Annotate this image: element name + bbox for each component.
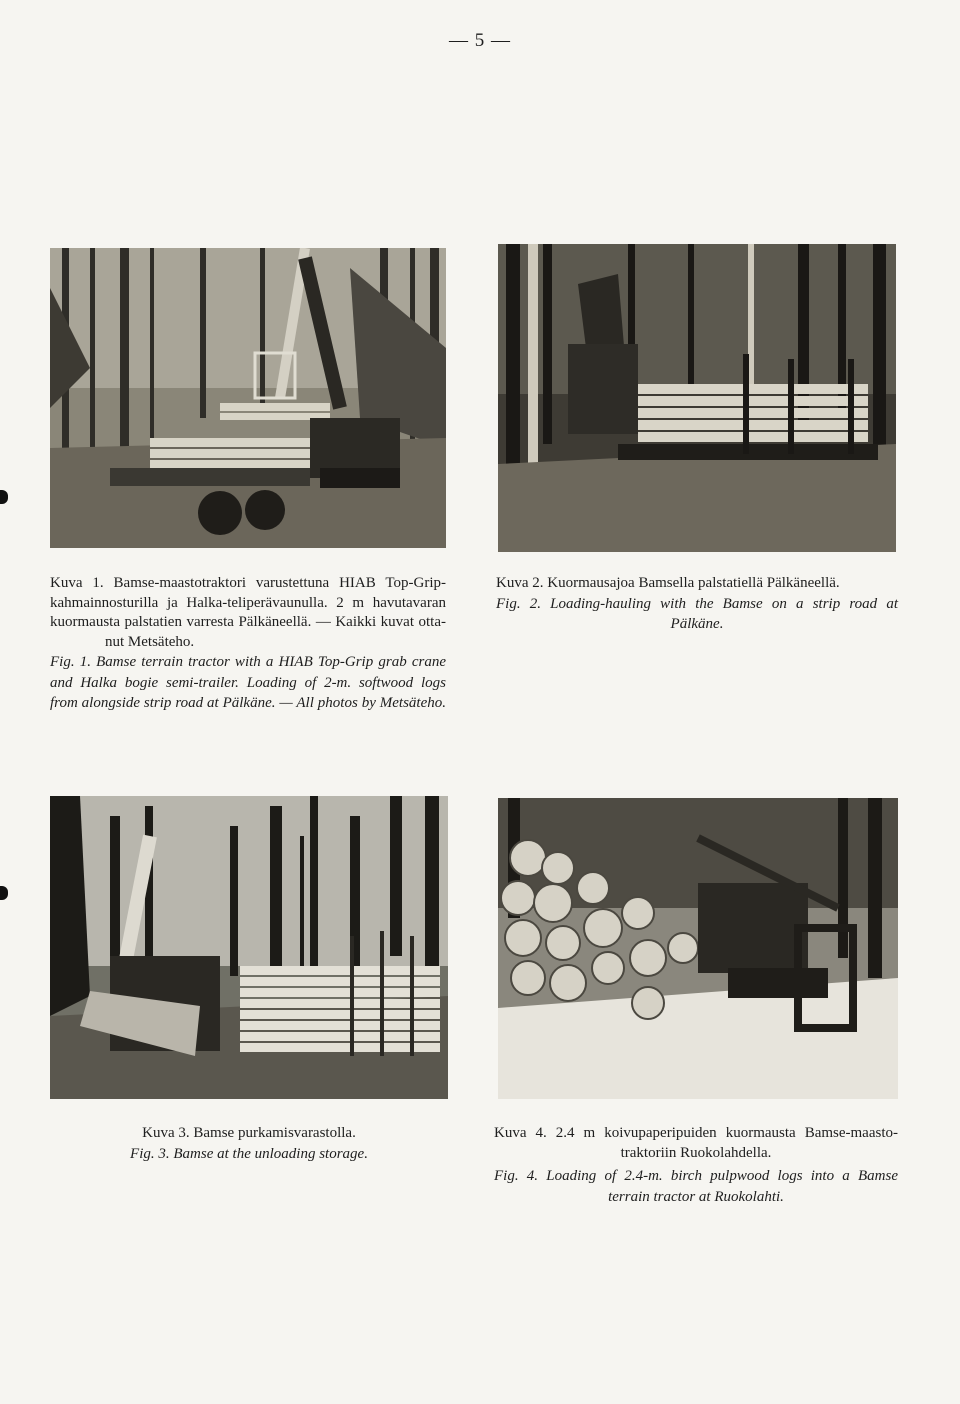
margin-mark [0, 886, 8, 900]
page-number: — 5 — [449, 30, 511, 51]
caption-fi-line: traktoriin Ruokolahdella. [620, 1144, 772, 1161]
caption-en-line: Fig. 2. Loading-hauling with the Bamse on a strip road at [496, 595, 898, 612]
caption-en-line: Fig. 3. Bamse at the unloading storage. [130, 1145, 368, 1162]
caption-fi-line: nut Metsäteho. [105, 633, 195, 650]
caption-fi-line: Kuva 4. 2.4 m koivupaperipuiden kuormausta Bamse-maasto- [494, 1125, 898, 1141]
caption-en-line: and Halka bogie semi-trailer. Loading of 2-m. softwood logs [50, 674, 446, 691]
photo-bamse-tractor-crane [50, 248, 446, 548]
caption-fig2 [496, 574, 898, 635]
caption-en-line: Pälkäne. [670, 616, 724, 632]
caption-fi-line: kuormausta palstatien varresta Pälkäneellä. — Kaikki kuvat otta- [50, 614, 446, 630]
caption-fi-line: Kuva 2. Kuormausajoa Bamsella palstatiellä Pälkäneellä. [496, 575, 840, 591]
photo-bamse-unloading-storage [50, 796, 448, 1099]
caption-en-line: terrain tractor at Ruokolahti. [608, 1188, 784, 1205]
photo-bamse-strip-road [498, 244, 896, 552]
caption-en-line: Fig. 1. Bamse terrain tractor with a HIAB Top-Grip grab crane [50, 654, 446, 670]
caption-fi-line: kahmainnosturilla ja Halka-teliperävaunulla. 2 m havutavaran [50, 594, 446, 611]
caption-fi-line: Kuva 3. Bamse purkamisvarastolla. [142, 1125, 356, 1141]
caption-fig1 [50, 574, 446, 714]
caption-fig4 [494, 1124, 898, 1207]
margin-mark [0, 490, 8, 504]
caption-en-line: Fig. 4. Loading of 2.4-m. birch pulpwood logs into a Bamse [494, 1168, 898, 1184]
caption-fig3 [50, 1124, 448, 1164]
photo-birch-pulpwood-loading [498, 798, 898, 1099]
caption-fi-line: Kuva 1. Bamse-maastotraktori varustettuna HIAB Top-Grip- [50, 575, 446, 591]
caption-en-line: from alongside strip road at Pälkäne. — All photos by Metsäteho. [50, 695, 446, 711]
